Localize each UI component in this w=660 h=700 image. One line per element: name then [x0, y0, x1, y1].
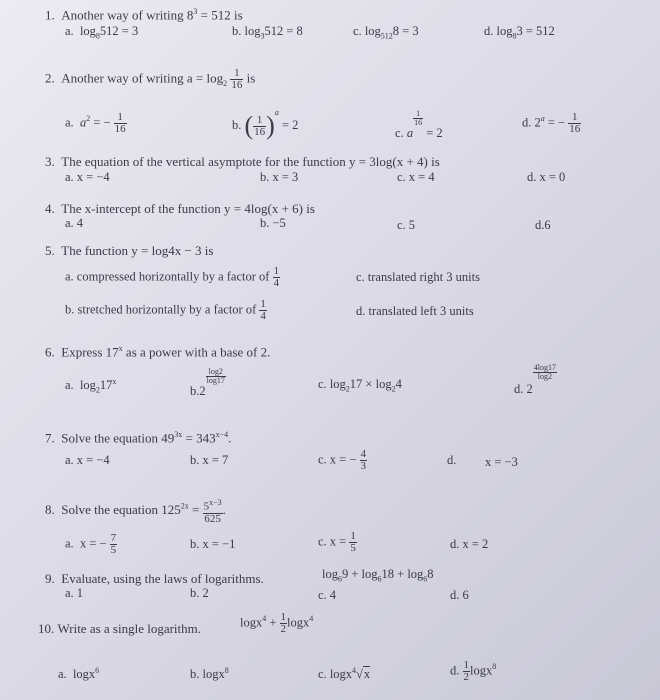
- q8-option-c[interactable]: c. x = $\frac{1}{5}$: [318, 530, 356, 554]
- q3-option-d[interactable]: d. x = 0: [527, 170, 566, 184]
- q5-option-c[interactable]: c. translated right 3 units: [356, 270, 480, 284]
- q4-option-d[interactable]: d.6: [535, 218, 551, 232]
- q9-option-b[interactable]: b. 2: [190, 586, 209, 600]
- q10-option-c[interactable]: c. logx$^4$√x: [318, 666, 371, 682]
- question-1: 1. Another way of writing $8^3 = 512$ is: [45, 7, 243, 23]
- q8-option-d[interactable]: d. x = 2: [450, 537, 489, 551]
- q10-option-d[interactable]: d. $\frac{1}{2}$ logx$^8$: [450, 659, 497, 683]
- question-3: 3. The equation of the vertical asymptote for the function y = 3log(x + 4) is: [45, 154, 440, 169]
- q4-option-b[interactable]: b. −5: [260, 216, 286, 230]
- question-8: 8. Solve the equation $125^{2x}$ = $\frac{5^{x-3}}{625}$ .: [45, 498, 226, 525]
- question-2: 2. Another way of writing $a = \log_2$ $\frac{1}{16}$ is: [45, 67, 256, 91]
- q1-option-a[interactable]: a. $\log_8512 = 3$: [65, 24, 139, 41]
- question-10: 10. Write as a single logarithm.: [38, 621, 202, 636]
- question-9: 9. Evaluate, using the laws of logarithms.: [45, 571, 264, 586]
- q4-option-c[interactable]: c. 5: [397, 218, 416, 232]
- q3-option-c[interactable]: c. x = 4: [397, 170, 435, 184]
- q8-option-b[interactable]: b. x = −1: [190, 537, 236, 551]
- q2-option-c[interactable]: c. a $\frac{1}{16}$ = 2: [395, 109, 443, 140]
- q2-fraction: $\frac{1}{16}$: [231, 67, 243, 91]
- q8-option-a[interactable]: a. x = − $\frac{7}{5}$: [65, 532, 117, 556]
- q7-option-a[interactable]: a. x = −4: [65, 453, 110, 467]
- q5-option-a[interactable]: a. compressed horizontally by a factor of $\frac{1}{4}$: [65, 265, 280, 289]
- q6-option-b[interactable]: b.2 $\frac{\log 2}{\log 17}$: [190, 367, 225, 398]
- question-4: 4. The x-intercept of the function y = 4log(x + 6) is: [45, 201, 315, 216]
- question-7: 7. Solve the equation $49^{3x} = 343^{x-4}$.: [45, 430, 232, 446]
- q2-option-b[interactable]: b. ( $\frac{1}{16}$ )$^a$ = 2: [232, 108, 299, 141]
- q3-option-b[interactable]: b. x = 3: [260, 170, 299, 184]
- q5-option-d[interactable]: d. translated left 3 units: [356, 304, 474, 318]
- q9-expression: $\log_69 + \log_618 + \log_68$: [322, 567, 434, 584]
- q2-option-a[interactable]: a. $a^2$ = − $\frac{1}{16}$: [65, 111, 126, 135]
- q4-option-a[interactable]: a. 4: [65, 216, 84, 230]
- q10-expression: logx$^4$ + $\frac{1}{2}$ logx$^4$: [240, 611, 314, 635]
- q9-option-c[interactable]: c. 4: [318, 588, 337, 602]
- q10-option-b[interactable]: b. logx$^8$: [190, 666, 229, 682]
- q7-option-d-label[interactable]: d.: [447, 453, 457, 467]
- q2-option-d[interactable]: d. 2$^a$ = − $\frac{1}{16}$: [522, 111, 581, 135]
- q9-option-d[interactable]: d. 6: [450, 588, 469, 602]
- q9-option-a[interactable]: a. 1: [65, 586, 84, 600]
- q10-option-a[interactable]: a. logx$^6$: [58, 666, 100, 682]
- q7-option-c[interactable]: c. x = − $\frac{4}{3}$: [318, 448, 367, 472]
- q3-option-a[interactable]: a. x = −4: [65, 170, 110, 184]
- q1-option-b[interactable]: b. $\log_3512 = 8$: [232, 24, 303, 41]
- q6-option-c[interactable]: c. $\log_217 \times \log_24$: [318, 377, 402, 394]
- q1-option-c[interactable]: c. $\log_{512}8 = 3$: [353, 24, 419, 41]
- q7-option-d[interactable]: x = −3: [485, 455, 518, 469]
- q7-option-b[interactable]: b. x = 7: [190, 453, 229, 467]
- q6-option-d[interactable]: d. 2 $\frac{4\log 17}{\log 2}$: [514, 363, 556, 396]
- question-6: 6. Express 17$^x$ as a power with a base of 2.: [45, 344, 271, 360]
- question-5: 5. The function y = log4x − 3 is: [45, 243, 214, 258]
- q5-option-b[interactable]: b. stretched horizontally by a factor of $\frac{1}{4}$: [65, 298, 266, 322]
- q1-option-d[interactable]: d. $\log_83 = 512$: [484, 24, 555, 41]
- q6-option-a[interactable]: a. $\log_217^x$: [65, 377, 117, 395]
